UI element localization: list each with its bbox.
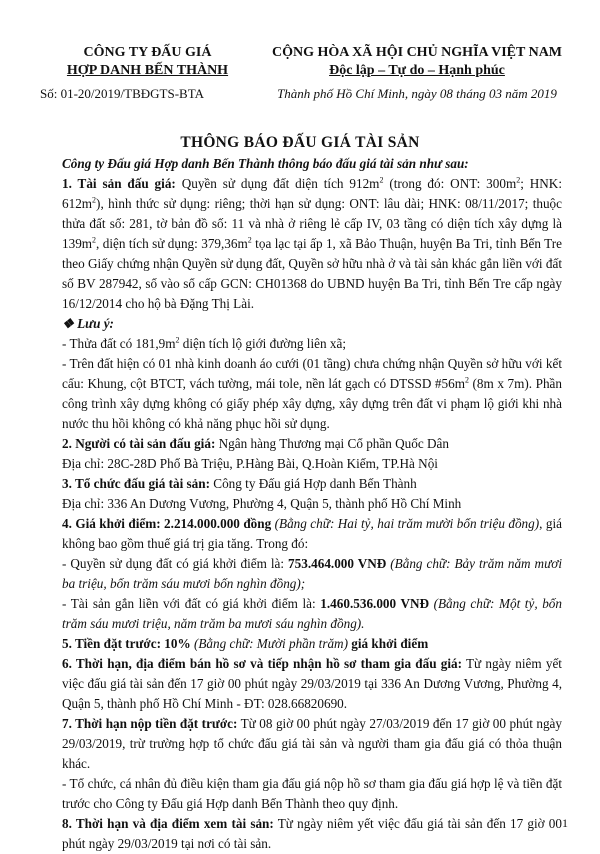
company-header <box>40 44 255 80</box>
section-4-starting-price: 4. Giá khởi điểm: 2.214.000.000 đồng (Bằng chữ: Hai tỷ, hai trăm mười bốn triệu đồng), giá không bao gồm thuế giá trị gia tăng. Trong đó: <box>62 516 562 551</box>
price-item-land: - Quyền sử dụng đất có giá khởi điểm là: 753.464.000 VNĐ (Bằng chữ: Bảy trăm năm mươi ba triệu, bốn trăm sáu mươi bốn nghìn đồng); <box>62 556 562 591</box>
note-heading: ❖ Lưu ý: <box>62 316 114 331</box>
national-header <box>272 44 562 80</box>
section-6-dossier: 6. Thời hạn, địa điểm bán hồ sơ và tiếp nhận hồ sơ tham gia đấu giá: Từ ngày niêm yết việc đấu giá tài sản đến 17 giờ 00 phút ngày 29/03/2019 tại 336 An Dương Vương, Phường 4, Quận 5, thành phố Hồ Chí Minh - ĐT: 028.66820690. <box>62 656 562 711</box>
company-name-line2: HỢP DANH BẾN THÀNH <box>66 63 229 78</box>
document-title: THÔNG BÁO ĐẤU GIÁ TÀI SẢN <box>180 134 420 151</box>
price-item-structure: - Tài sản gắn liền với đất có giá khởi điểm là: 1.460.536.000 VNĐ (Bằng chữ: Một tỷ, bốn trăm sáu mươi triệu, năm trăm ba mươi sáu nghìn đồng). <box>62 596 562 631</box>
section-7-extra: - Tổ chức, cá nhân đủ điều kiện tham gia đấu giá nộp hồ sơ tham gia đấu giá hợp lệ và tiền đặt trước cho Công ty Đấu giá Hợp danh Bến Thành theo quy định. <box>62 776 562 811</box>
section-3-organizer: 3. Tổ chức đấu giá tài sản: Công ty Đấu giá Hợp danh Bến Thành <box>62 476 417 491</box>
intro-line: Công ty Đấu giá Hợp danh Bến Thành thông báo đấu giá tài sản như sau: <box>62 156 469 171</box>
section-1-asset: 1. Tài sản đấu giá: Quyền sử dụng đất diện tích $912m^2$ (trong đó: ONT: $300m^2$; HNK: $612m^2$), hình thức sử dụng: riêng; thời hạn sử dụng: ONT: lâu dài; HNK: 08/11/2017; thuộc thửa đất số: 281, tờ bản đồ số: 11 và nhà ở riêng lẻ cấp IV, 03 tầng có diện tích xây dựng là $139m^2$, diện tích sử dụng: $379,36m^2$ tọa lạc tại ấp 1, xã Bảo Thuận, huyện Ba Tri, tỉnh Bến Tre theo Giấy chứng nhận Quyền sử dụng đất, Quyền sở hữu nhà ở và tài sản khác gắn liền với đất số BV 287942, số vào sổ cấp GCN: CH01368 do UBND huyện Ba Tri, tỉnh Bến Tre cấp ngày 16/12/2014 cho hộ bà Đặng Thị Lài. <box>62 175 562 311</box>
nation-name: CỘNG HÒA XÃ HỘI CHỦ NGHĨA VIỆT NAM <box>272 45 563 60</box>
note-item-1: - Thửa đất có $181,9m^2$ diện tích lộ giới đường liên xã; <box>62 335 346 351</box>
section-8-viewing: 8. Thời hạn và địa điểm xem tài sản: Từ ngày niêm yết việc đấu giá tài sản đến 17 giờ 00 phút ngày 29/03/2019 tại nơi có tài sản. <box>62 816 562 851</box>
section-7-deposit-deadline: 7. Thời hạn nộp tiền đặt trước: Từ 08 giờ 00 phút ngày 27/03/2019 đến 17 giờ 00 phút ngày 29/03/2019, trừ trường hợp tổ chức đấu giá tài sản và người tham gia đấu giá có thỏa thuận khác. <box>62 716 562 771</box>
document-body <box>62 154 562 854</box>
national-motto: Độc lập – Tự do – Hạnh phúc <box>329 63 505 78</box>
section-3-address: Địa chỉ: 336 An Dương Vương, Phường 4, Quận 5, thành phố Hồ Chí Minh <box>62 496 462 511</box>
note-item-2: - Trên đất hiện có 01 nhà kinh doanh áo cưới (01 tầng) chưa chứng nhận Quyền sở hữu với kết cấu: Khung, cột BTCT, vách tường, mái tole, nền lát gạch có DTSSD $\#56m^2$ (8m x 7m). Phần công trình xây dựng không có giấy phép xây dựng, xây dựng trên đất vi phạm lộ giới khi nhà nước thu hồi không có khả năng phục hồi sử dụng. <box>62 356 562 431</box>
section-2-owner: 2. Người có tài sản đấu giá: Ngân hàng Thương mại Cổ phần Quốc Dân <box>62 436 449 451</box>
company-name-line1: CÔNG TY ĐẤU GIÁ <box>83 45 212 60</box>
page-number: 1 <box>562 816 568 830</box>
section-5-deposit: 5. Tiền đặt trước: 10% (Bằng chữ: Mười phần trăm) giá khởi điểm <box>62 636 429 651</box>
date-line: Thành phố Hồ Chí Minh, ngày 08 tháng 03 năm 2019 <box>277 86 557 101</box>
reference-number: Số: 01-20/2019/TBĐGTS-BTA <box>40 86 204 101</box>
section-2-address: Địa chỉ: 28C-28D Phố Bà Triệu, P.Hàng Bài, Q.Hoàn Kiếm, TP.Hà Nội <box>62 456 438 471</box>
